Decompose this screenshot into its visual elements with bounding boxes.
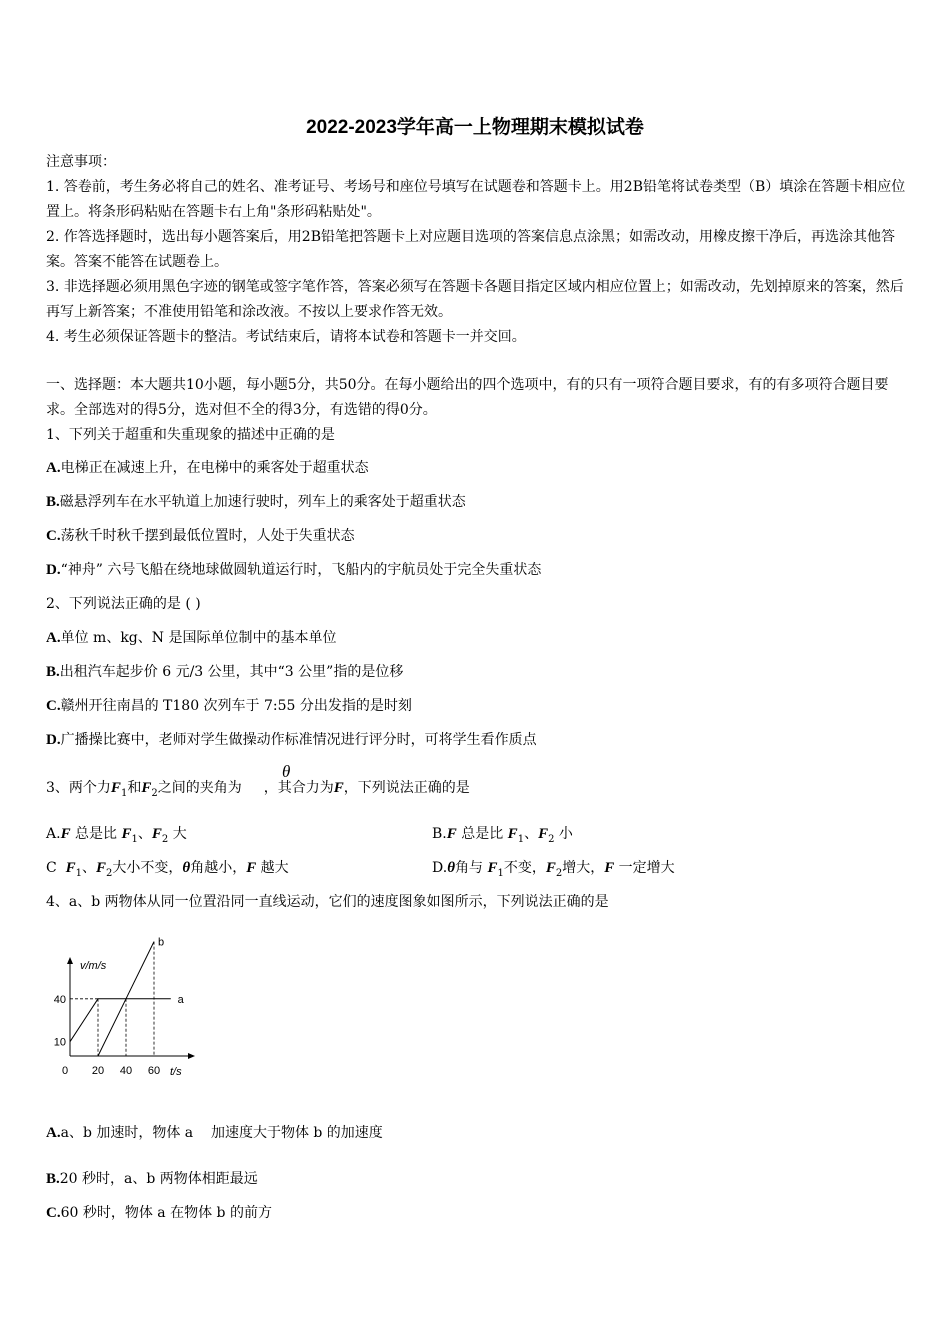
q2-option-a [46, 626, 908, 651]
q2-option-d-text: 广播操比赛中，老师对学生做操动作标准情况进行评分时，可将学生看作质点 [60, 732, 537, 748]
q1-option-b-letter: B. [46, 494, 60, 510]
q3-theta-symbol: θ [282, 762, 291, 781]
q4-stem: 4、a、b 两物体从同一位置沿同一直线运动，它们的速度图象如图所示，下列说法正确的是 [46, 894, 609, 910]
q3-f2-sub: 2 [151, 787, 158, 799]
q3-option-c-f2: F [96, 860, 107, 876]
q2-option-a-letter: A. [46, 630, 61, 646]
notice-heading: 注意事项： [46, 154, 116, 170]
x-tick-label-20: 20 [91, 1065, 105, 1077]
x-axis-arrow [188, 1053, 195, 1059]
q3-option-a-sub1: 1 [131, 833, 138, 845]
q4-option-b-text: 20 秒时，a、b 两物体相距最远 [59, 1171, 258, 1187]
q3-option-b-letter: B. [432, 826, 447, 842]
x-axis-label: t/s [170, 1066, 182, 1078]
notice-item-3: 3. 非选择题必须用黑色字迹的钢笔或签字笔作答，答案必须写在答题卡各题目指定区域内相应位置上；如需改动，先划掉原来的答案，然后再写上新答案；不准使用铅笔和涂改液。不按以上要求作答无效。 [46, 279, 904, 320]
q3-option-c-f: F [246, 860, 257, 876]
section-1-instructions: 一、选择题：本大题共10小题，每小题5分，共50分。在每小题给出的四个选项中，有的只有一项符合题目要求，有的有多项符合题目要求。全部选对的得5分，选对但不全的得3分，有选错的得0分。 [46, 377, 889, 418]
q3-option-b-f1: F [507, 826, 518, 842]
q3-option-b-sep: 、 [524, 826, 539, 842]
notice-block [46, 150, 908, 350]
q3-option-d-f: F [604, 860, 615, 876]
q3-option-a-sep: 、 [137, 826, 152, 842]
q1-option-c [46, 524, 908, 549]
q3-f1-sub: 1 [120, 787, 128, 799]
q3-option-c-sub2: 2 [106, 867, 113, 879]
notice-item-4: 4. 考生必须保证答题卡的整洁。考试结束后，请将本试卷和答题卡一并交回。 [46, 329, 526, 345]
q1-option-b [46, 490, 908, 515]
q3-option-a-f2: F [151, 826, 162, 842]
q3-option-b-text2: 小 [554, 826, 573, 842]
q3-option-d-letter: D. [432, 860, 448, 876]
q2-option-d [46, 728, 908, 753]
notice-item-2: 2. 作答选择题时，选出每小题答案后，用2B铅笔把答题卡上对应题目选项的答案信息点涂黑；如需改动，用橡皮擦干净后，再选涂其他答案。答案不能答在试题卷上。 [46, 229, 895, 270]
q4-option-c [46, 1201, 908, 1226]
notice-item-1: 1. 答卷前，考生务必将自己的姓名、准考证号、考场号和座位号填写在试题卷和答题卡上。用2B铅笔将试卷类型（B）填涂在答题卡相应位置上。将条形码粘贴在答题卡右上角"条形码粘贴处"。 [46, 179, 906, 220]
q3-option-a-f: F [60, 826, 71, 842]
q3-option-a-text2: 大 [168, 826, 187, 842]
q2-option-c [46, 694, 908, 719]
q3-stem-prefix: 3、两个力 [46, 780, 111, 796]
q2-option-d-letter: D. [46, 732, 61, 748]
q2-option-c-letter: C. [46, 698, 61, 714]
q2-option-a-text: 单位 m、kg、N 是国际单位制中的基本单位 [60, 630, 337, 646]
q3-stem-mid: 之间的夹角为 [157, 780, 242, 796]
q1-option-d [46, 558, 908, 583]
q4-option-b-letter: B. [46, 1171, 60, 1187]
q4-option-c-letter: C. [46, 1205, 61, 1221]
q3-stem-mid2: ，其合力为 [263, 780, 334, 796]
q2-option-b-letter: B. [46, 664, 60, 680]
q3-f1: F [110, 780, 121, 796]
q3-option-d-f1: F [487, 860, 498, 876]
q4-option-c-text: 60 秒时，物体 a 在物体 b 的前方 [60, 1205, 272, 1221]
page-title: 2022-2023学年高一上物理期末模拟试卷 [306, 117, 644, 138]
q3-option-b-text1: 总是比 [456, 826, 508, 842]
q4-option-a-text: a、b 加速时，物体 a 加速度大于物体 b 的加速度 [60, 1125, 383, 1141]
q3-stem-end: ，下列说法正确的是 [343, 780, 470, 796]
q1-option-a-letter: A. [46, 460, 61, 476]
q3-option-a [46, 822, 187, 852]
series-label-a: a [177, 993, 184, 1006]
q1-option-c-letter: C. [46, 528, 61, 544]
y-axis-arrow [67, 957, 73, 964]
q3-option-c [46, 856, 289, 886]
q4-option-b [46, 1167, 908, 1192]
q3-option-c-text3: 越大 [256, 860, 289, 876]
q4-option-a [46, 1121, 908, 1146]
x-tick-label-40: 40 [119, 1065, 133, 1077]
q1-stem: 1、下列关于超重和失重现象的描述中正确的是 [46, 427, 335, 443]
q3-option-d-text4: 一定增大 [614, 860, 675, 876]
q3-option-b-sub1: 1 [517, 833, 525, 845]
q3-option-d-f2: F [545, 860, 556, 876]
q1-option-c-text: 荡秋千时秋千摆到最低位置时，人处于失重状态 [60, 528, 355, 544]
q3-stem-and: 和 [127, 780, 142, 796]
y-axis-label: v/m/s [80, 960, 107, 972]
q1-option-d-text: “神舟” 六号飞船在绕地球做圆轨道运行时，飞船内的宇航员处于完全失重状态 [60, 562, 542, 578]
q1-option-d-letter: D. [46, 562, 61, 578]
series-label-b: b [158, 936, 165, 949]
q2-option-b [46, 660, 908, 685]
q3-option-a-text1: 总是比 [70, 826, 122, 842]
q3-option-b-f2: F [538, 826, 549, 842]
q2-option-b-text: 出租汽车起步价 6 元/3 公里，其中“3 公里”指的是位移 [59, 664, 404, 680]
q3-option-b-sub2: 2 [548, 833, 555, 845]
q3-option-d-theta: θ [447, 860, 455, 876]
velocity-time-graph [40, 924, 220, 1084]
q3-option-c-sep: 、 [82, 860, 97, 876]
q3-option-c-text1: 大小不变， [112, 860, 183, 876]
q3-option-c-theta: θ [182, 860, 191, 876]
q1-option-b-text: 磁悬浮列车在水平轨道上加速行驶时，列车上的乘客处于超重状态 [59, 494, 466, 510]
q3-option-d-text2: 不变， [503, 860, 546, 876]
q3-option-d-text1: 角与 [454, 860, 488, 876]
y-tick-label-10: 10 [53, 1036, 66, 1049]
q3-option-a-f1: F [121, 826, 132, 842]
q1-option-a [46, 456, 908, 481]
series-line-a [70, 999, 154, 1042]
q3-option-c-text2: 角越小， [190, 860, 247, 876]
q3-f: F [333, 780, 344, 796]
q3-option-d [432, 856, 675, 886]
x-tick-label-0: 0 [61, 1065, 69, 1077]
q2-stem: 2、下列说法正确的是 ( ) [46, 596, 201, 612]
y-tick-label-40: 40 [53, 993, 66, 1006]
q4-option-a-letter: A. [46, 1125, 61, 1141]
q3-option-a-letter: A. [46, 826, 61, 842]
q3-option-d-sub1: 1 [497, 867, 504, 879]
q3-f2: F [141, 780, 152, 796]
q3-option-c-f1: F [65, 860, 76, 876]
q3-option-a-sub2: 2 [161, 833, 169, 845]
q2-option-c-text: 赣州开往南昌的 T180 次列车于 7:55 分出发指的是时刻 [60, 698, 412, 714]
q3-option-d-text3: 增大， [562, 860, 605, 876]
q3-option-b [432, 822, 573, 852]
q3-stem [46, 776, 908, 806]
q3-option-c-sub1: 1 [75, 867, 83, 879]
q3-option-b-f: F [446, 826, 457, 842]
x-tick-label-60: 60 [147, 1065, 161, 1077]
q1-option-a-text: 电梯正在减速上升，在电梯中的乘客处于超重状态 [60, 460, 369, 476]
q3-option-d-sub2: 2 [555, 867, 563, 879]
q3-option-c-letter: C [46, 860, 66, 876]
